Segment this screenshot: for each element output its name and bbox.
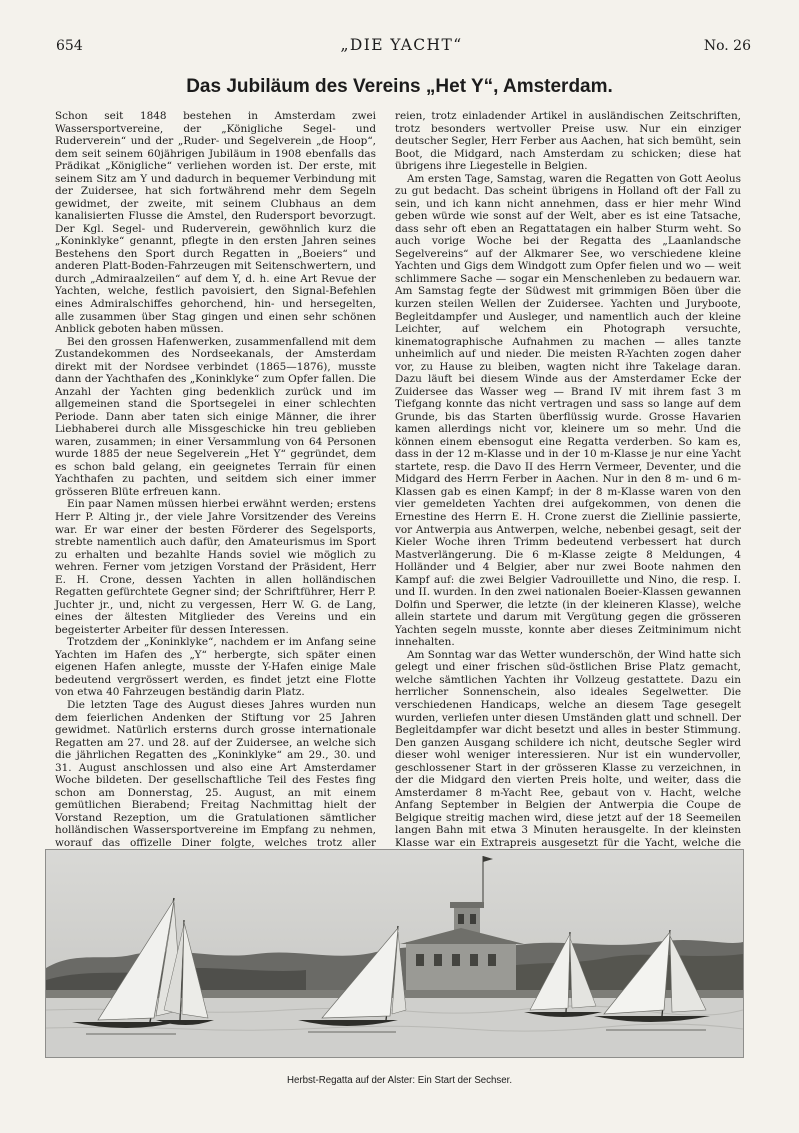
regatta-photo-illustration [46, 850, 743, 1057]
paragraph: Bei den grossen Hafenwerken, zusammenfallend mit dem Zustandekommen des Nordseekanals, der Amsterdam direkt mit der Nordsee verbindet (1865—1876), musste dann der Yachthafen des „Koninklyke“ zum Opfer fallen. Die Anzahl der Yachten ging bedenklich zurück und im allgemeinen stand die Sportsegelei in einer schlechten Periode. Dann aber taten sich einige Männer, die ihrer Liebhaberei durch alle Missgeschicke hin treu geblieben waren, zusammen; in einer Versammlung von 64 Personen wurde 1885 der neue Segelverein „Het Y“ gegründet, dem es schon bald gelang, ein geeignetes Terrain für einen Yachthafen zu pachten, und seitdem sich einer immer grösseren Blüte erfreuen kann. [55, 335, 376, 498]
journal-title: „DIE YACHT“ [340, 36, 463, 54]
paragraph: reien, trotz einladender Artikel in ausländischen Zeitschriften, trotz besonders wertvoller Preise usw. Nur ein einziger deutscher Segler, Herr Ferber aus Aachen, hat sich bemüht, sein Boot, die Midgard, nach Amsterdam zu schicken; diese hat übrigens ihre Liegestelle in Belgien. [395, 110, 741, 173]
article-title: Das Jubiläum des Vereins „Het Y“, Amsterdam. [186, 76, 613, 97]
paragraph: Trotzdem der „Koninklyke“, nachdem er im Anfang seine Yachten im Hafen des „Y“ herbergte, sich später einen eigenen Hafen anlegte, musste der Y-Hafen einige Male bedeutend vergrössert werden, es findet jetzt eine Flotte von etwa 40 Fahrzeugen beständig darin Platz. [55, 636, 376, 699]
paragraph: Ein paar Namen müssen hierbei erwähnt werden; erstens Herr P. Alting jr., der viele Jahre Vorsitzender des Vereins war. Er war einer der besten Förderer des Segelsports, strebte namentlich auch dafür, den Amateurismus im Sport zu erhalten und bezahlte Hands soviel wie möglich zu wehren. Ferner vom jetzigen Vorstand der Präsident, Herr E. H. Crone, dessen Yachten in allen holländischen Regatten gefürchtete Gegner sind; der Schriftführer, Herr P. Juchter jr., und, nicht zu vergessen, Herr W. G. de Lang, eines der ältesten Mitglieder des Vereins und ein begeisterter Arbeiter für dessen Interessen. [55, 498, 376, 636]
issue-number: No. 26 [703, 38, 751, 54]
page-number: 654 [56, 38, 83, 54]
paragraph: Am Sonntag war das Wetter wunderschön, der Wind hatte sich gelegt und einer frischen süd-östlichen Brise Platz gemacht, welche sämtlichen Yachten ihr Vollzeug gestattete. Dazu ein herrlicher Sonnenschein, also ideales Segelwetter. Die verschiedenen Handicaps, welche an diesem Tage gesegelt wurden, verliefen unter diesen Umständen glatt und schnell. Der Begleitdampfer war dicht besetzt und alles in bester Stimmung. Den ganzen Ausgang schildere ich nicht, deutsche Segler wird dieser wohl weniger interessieren. Nur ist ein wundervoller, geschlossener Start in der grösseren Klasse zu verzeichnen, in der die Midgard den vierten Preis holte, und weiter, dass die Amsterdamer 8 m-Yacht Ree, gebaut von v. Hacht, welche Anfang September in Belgien der Antwerpia die Coupe de Belgique streitig machen wird, diese jetzt auf der 18 Seemeilen langen Bahn mit etwa 3 Minuten herausgelte. In der kleinsten Klasse war ein Extrapreis ausgesetzt für die Yacht, welche die [395, 648, 741, 849]
regatta-photo [45, 849, 744, 1058]
article-column-right [395, 110, 741, 900]
paragraph: Schon seit 1848 bestehen in Amsterdam zwei Wassersportvereine, der „Königliche Segel- und Ruderverein“ und der „Ruder- und Segelverein „de Hoop“, dem seit seinem 60jährigen Jubiläum in 1908 ebenfalls das Prädikat „Königliche“ verliehen worden ist. Der erste, mit seinem Sitz am Y und dadurch in bequemer Verbindung mit der Zuidersee, hat sich fortwährend mehr dem Segeln gewidmet, der zweite, mit seinem Clubhaus an dem kanalisierten Flusse die Amstel, den Rudersport bevorzugt. Der Kgl. Segel- und Ruderverein, gewöhnlich kurz die „Koninklyke“ genannt, pflegte in den ersten Jahren seines Bestehens den Sport durch Regatten in „Boeiers“ und anderen Platt-Boden-Fahrzeugen mit Seitenschwertern, und durch „Admiraalzeilen“ auf dem Y, d. h. eine Art Revue der Yachten, welche, festlich pavoisiert, den Signal-Befehlen eines Admiralschiffes gehorchend, hin- und hersegelten, alle zusammen über Stag gingen und einen sehr schönen Anblick geboten haben müssen. [55, 110, 376, 336]
paragraph: Die letzten Tage des August dieses Jahres wurden nun dem feierlichen Andenken der Stiftung vor 25 Jahren gewidmet. Natürlich ersterns durch grosse internationale Regatten am 27. und 28. auf der Zuidersee, an welche sich die jährlichen Regatten des „Koninklyke“ am 29., 30. und 31. August anschlossen und also eine Art Amsterdamer Woche bildeten. Der gesellschaftliche Teil des Festes fing schon am Donnerstag, 25. August, an mit einem gemütlichen Bierabend; Freitag Nachmittag hielt der Vorstand Rezeption, um die Gratulationen sämtlicher holländischen Wassersportvereine im Empfang zu nehmen, worauf das offizelle Diner folgte, welches trotz aller [55, 698, 376, 849]
photo-caption: Herbst-Regatta auf der Alster: Ein Start der Sechser. [286, 1075, 513, 1086]
paragraph: Am ersten Tage, Samstag, waren die Regatten von Gott Aeolus zu gut bedacht. Das scheint übrigens in Holland oft der Fall zu sein, und ich kann nicht annehmen, dass er hier mehr Wind geben würde wie sonst auf der Welt, aber es ist eine Tatsache, dass sehr oft eben an Regattatagen ein halber Sturm weht. So auch vorige Woche bei der Regatta des „Laanlandsche Segelvereins“ auf der Alkmarer See, wo verschiedene kleine Yachten und Gigs dem Windgott zum Opfer fielen und wo — weit schlimmere Sache — sogar ein Menschenleben zu bedauern war. Am Samstag fegte der Südwest mit grimmigen Böen über die kurzen steilen Wellen der Zuidersee. Yachten und Juryboote, Begleitdampfer und Ausleger, und namentlich auch der kleine Leichter, auf welchem ein Photograph versuchte, kinematographische Aufnahmen zu machen — alles tanzte unheimlich auf und nieder. Die meisten R-Yachten zogen daher vor, zu Hause zu bleiben, wagten nicht ihre Takelage daran. Dazu läuft bei diesem Winde aus der Amsterdamer Ecke der Zuidersee das Wasser weg — Brand IV mit ihrem fast 3 m Tiefgang konnte das nicht vertragen und sass so lange auf dem Grunde, bis das Starten überflüssig wurde. Grosse Havarien kamen allerdings nicht vor, kleinere um so mehr. Und die können einem ebensogut eine Regatta verderben. So kam es, dass in der 12 m-Klasse und in der 10 m-Klasse je nur eine Yacht startete, resp. die Davo II des Herrn Vermeer, Deventer, und die Midgard des Herrn Ferber in Aachen. Nur in den 8 m- und 6 m-Klassen gab es einen Kampf; in der 8 m-Klasse waren von den vier gemeldeten Yachten drei aufgekommen, von denen die Ernestine des Herrn E. H. Crone zuerst die Ziellinie passierte, vor Antwerpia aus Antwerpen, welche, nebenbei gesagt, seit der Kieler Woche ihren Trimm bedeutend verbessert hat durch Mastverlängerung. Die 6 m-Klasse zeigte 8 Meldungen, 4 Holländer und 4 Belgier, aber nur zwei Boote nahmen den Kampf auf: die zwei Belgier Vadrouillette und Nino, die resp. I. und II. wurden. In den zwei nationalen Boeier-Klassen gewannen Dolfin und Sperwer, die letzte (in der kleineren Klasse), welche allein startete und darum mit Vergütung gegen die grösseren Yachten segeln musste, konnte aber dieses Zeitminimum nicht innehalten. [395, 172, 741, 649]
page-header [50, 30, 753, 52]
